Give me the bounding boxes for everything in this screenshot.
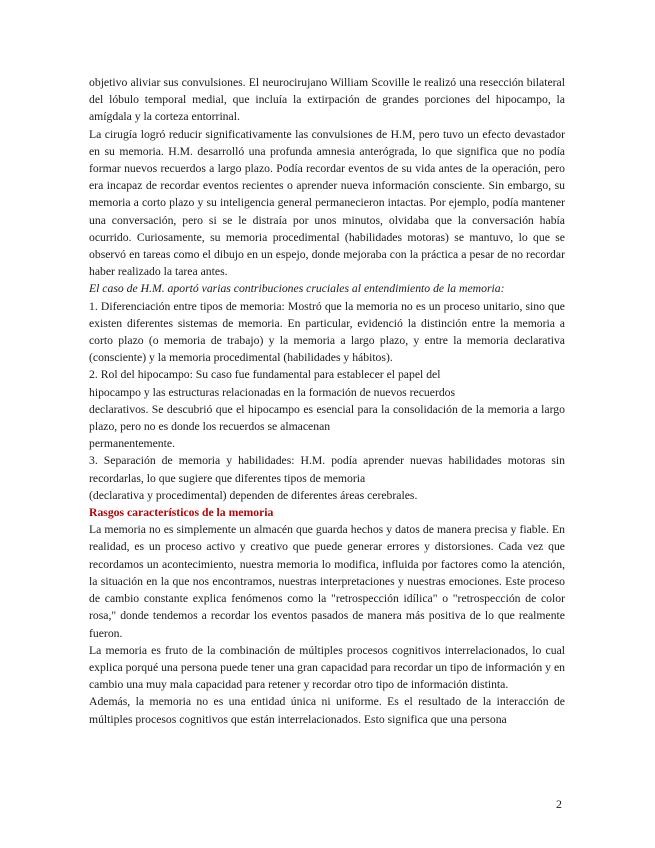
list-item-memory-types: 1. Diferenciación entre tipos de memoria: Mostró que la memoria no es un proceso unitario, sino que existen diferentes sistemas de memoria. En particular, evidenció la distinción entre la memoria a corto plazo (o memoria de trabajo) y la memoria a largo plazo, y entre la memoria declarativa (consciente) y la memoria procedimental (habilidades y hábitos).: [89, 299, 565, 365]
page-number: 2: [556, 797, 562, 811]
list-item-hippocampus-line-4: permanentemente.: [89, 437, 175, 451]
paragraph-surgery-intro: objetivo aliviar sus convulsiones. El neurocirujano William Scoville le realizó una resección bilateral del lóbulo temporal medial, que incluía la extirpación de grandes porciones del hipocampo, la amígdala y la corteza entorrinal.: [89, 76, 565, 124]
paragraph-contributions-intro: El caso de H.M. aportó varias contribuciones cruciales al entendimiento de la memoria:: [89, 282, 505, 296]
paragraph-cognitive-processes: La memoria es fruto de la combinación de múltiples procesos cognitivos interrelacionados, lo cual explica porqué una persona puede tener una gran capacidad para recordar un tipo de información y en cambio una muy mala capacidad para retener y recordar otro tipo de información distinta.: [89, 643, 565, 692]
section-heading: Rasgos característicos de la memoria: [89, 506, 274, 520]
paragraph-active-process: La memoria no es simplemente un almacén que guarda hechos y datos de manera precisa y fiable. En realidad, es un proceso activo y creativo que puede generar errores y distorsiones. Cada vez que recordamos un acontecimiento, nuestra memoria lo modifica, influida por factores como la atención, la situación en la que nos encontramos, nuestras interpretaciones y nuestras emociones. Este proceso de cambio constante explica fenómenos como la "retrospección idílica" o "retrospección de color rosa," donde tendemos a recordar los eventos pasados de manera más positiva de lo que realmente fueron.: [89, 523, 565, 640]
paragraph-surgery-effects: La cirugía logró reducir significativamente las convulsiones de H.M, pero tuvo un efecto devastador en su memoria. H.M. desarrolló una profunda amnesia anterógrada, lo que significa que no podía formar nuevos recuerdos a largo plazo. Podía recordar eventos de su vida antes de la operación, pero era incapaz de recordar eventos recientes o aprender nueva información consciente. Sin embargo, su memoria a corto plazo y su inteligencia general permanecieron intactas. Por ejemplo, podía mantener una conversación, pero si se le distraía por unos minutos, olvidaba que la conversación había ocurrido. Curiosamente, su memoria procedimental (habilidades motoras) se mantuvo, lo que se observó en tareas como el dibujo en un espejo, donde mejoraba con la práctica a pesar de no recordar haber realizado la tarea antes.: [89, 127, 565, 279]
list-item-separation-line-2: (declarativa y procedimental) dependen de diferentes áreas cerebrales.: [89, 488, 418, 502]
list-item-hippocampus-line-2: hipocampo y las estructuras relacionadas en la formación de nuevos recuerdos: [89, 385, 456, 399]
paragraph-not-uniform: Además, la memoria no es una entidad única ni uniforme. Es el resultado de la interacción de múltiples procesos cognitivos que están interrelacionados. Esto significa que una persona: [89, 695, 565, 726]
list-item-separation-line-1: 3. Separación de memoria y habilidades: H.M. podía aprender nuevas habilidades motoras sin recordarlas, lo que sugiere que diferentes tipos de memoria: [89, 454, 565, 485]
list-item-hippocampus-line-1: 2. Rol del hipocampo: Su caso fue fundamental para establecer el papel del: [89, 368, 441, 382]
list-item-hippocampus-line-3: declarativos. Se descubrió que el hipocampo es esencial para la consolidación de la memoria a largo plazo, pero no es donde los recuerdos se almacenan: [89, 402, 565, 434]
body-text: [89, 74, 565, 728]
